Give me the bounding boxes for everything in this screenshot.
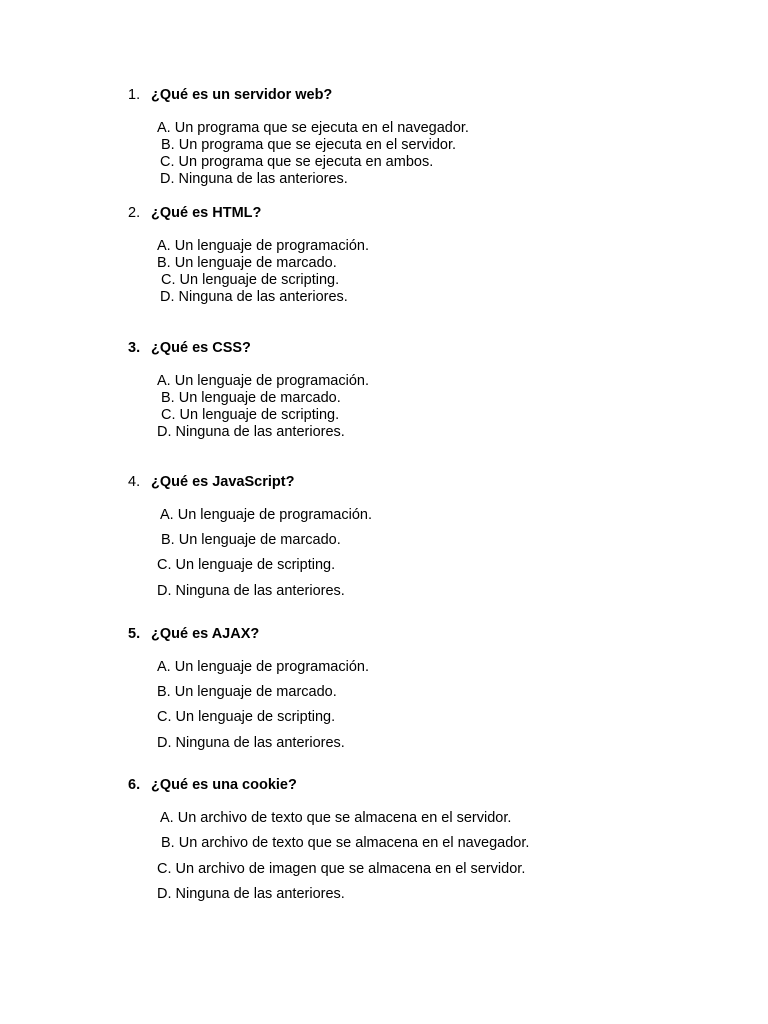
option-d: D. Ninguna de las anteriores. xyxy=(160,171,348,187)
question-number: 3. xyxy=(128,340,141,356)
question-header xyxy=(0,624,768,644)
option-d: D. Ninguna de las anteriores. xyxy=(157,886,345,902)
question-header xyxy=(0,775,768,795)
option-d: D. Ninguna de las anteriores. xyxy=(157,735,345,751)
option-a: A. Un lenguaje de programación. xyxy=(157,373,369,389)
question-text: ¿Qué es HTML? xyxy=(151,205,262,221)
question-number: 2. xyxy=(128,205,141,221)
question-number: 5. xyxy=(128,626,141,642)
option-c: C. Un lenguaje de scripting. xyxy=(161,407,340,423)
option-d: D. Ninguna de las anteriores. xyxy=(160,289,348,305)
question-header xyxy=(0,472,768,492)
option-c: C. Un lenguaje de scripting. xyxy=(157,557,336,573)
option-c: C. Un programa que se ejecuta en ambos. xyxy=(160,154,434,170)
question-header xyxy=(0,338,768,358)
question-text: ¿Qué es una cookie? xyxy=(151,777,297,793)
question-text: ¿Qué es un servidor web? xyxy=(151,87,333,103)
option-b: B. Un lenguaje de marcado. xyxy=(161,532,341,548)
question-header xyxy=(0,85,768,105)
question-header xyxy=(0,203,768,223)
option-d: D. Ninguna de las anteriores. xyxy=(157,583,345,599)
option-b: B. Un programa que se ejecuta en el servidor. xyxy=(161,137,456,153)
option-b: B. Un archivo de texto que se almacena en el navegador. xyxy=(161,835,530,851)
option-a: A. Un programa que se ejecuta en el navegador. xyxy=(157,120,469,136)
option-c: C. Un archivo de imagen que se almacena en el servidor. xyxy=(157,861,526,877)
question-text: ¿Qué es JavaScript? xyxy=(151,474,295,490)
option-d: D. Ninguna de las anteriores. xyxy=(157,424,345,440)
option-a: A. Un lenguaje de programación. xyxy=(157,238,369,254)
option-c: C. Un lenguaje de scripting. xyxy=(161,272,340,288)
option-a: A. Un lenguaje de programación. xyxy=(157,659,369,675)
option-a: A. Un archivo de texto que se almacena en el servidor. xyxy=(160,810,512,826)
option-b: B. Un lenguaje de marcado. xyxy=(157,684,337,700)
question-number: 6. xyxy=(128,777,141,793)
option-a: A. Un lenguaje de programación. xyxy=(160,507,372,523)
option-b: B. Un lenguaje de marcado. xyxy=(161,390,341,406)
option-b: B. Un lenguaje de marcado. xyxy=(157,255,337,271)
question-number: 1. xyxy=(128,87,141,103)
question-text: ¿Qué es CSS? xyxy=(151,340,251,356)
option-c: C. Un lenguaje de scripting. xyxy=(157,709,336,725)
question-text: ¿Qué es AJAX? xyxy=(151,626,260,642)
question-number: 4. xyxy=(128,474,141,490)
